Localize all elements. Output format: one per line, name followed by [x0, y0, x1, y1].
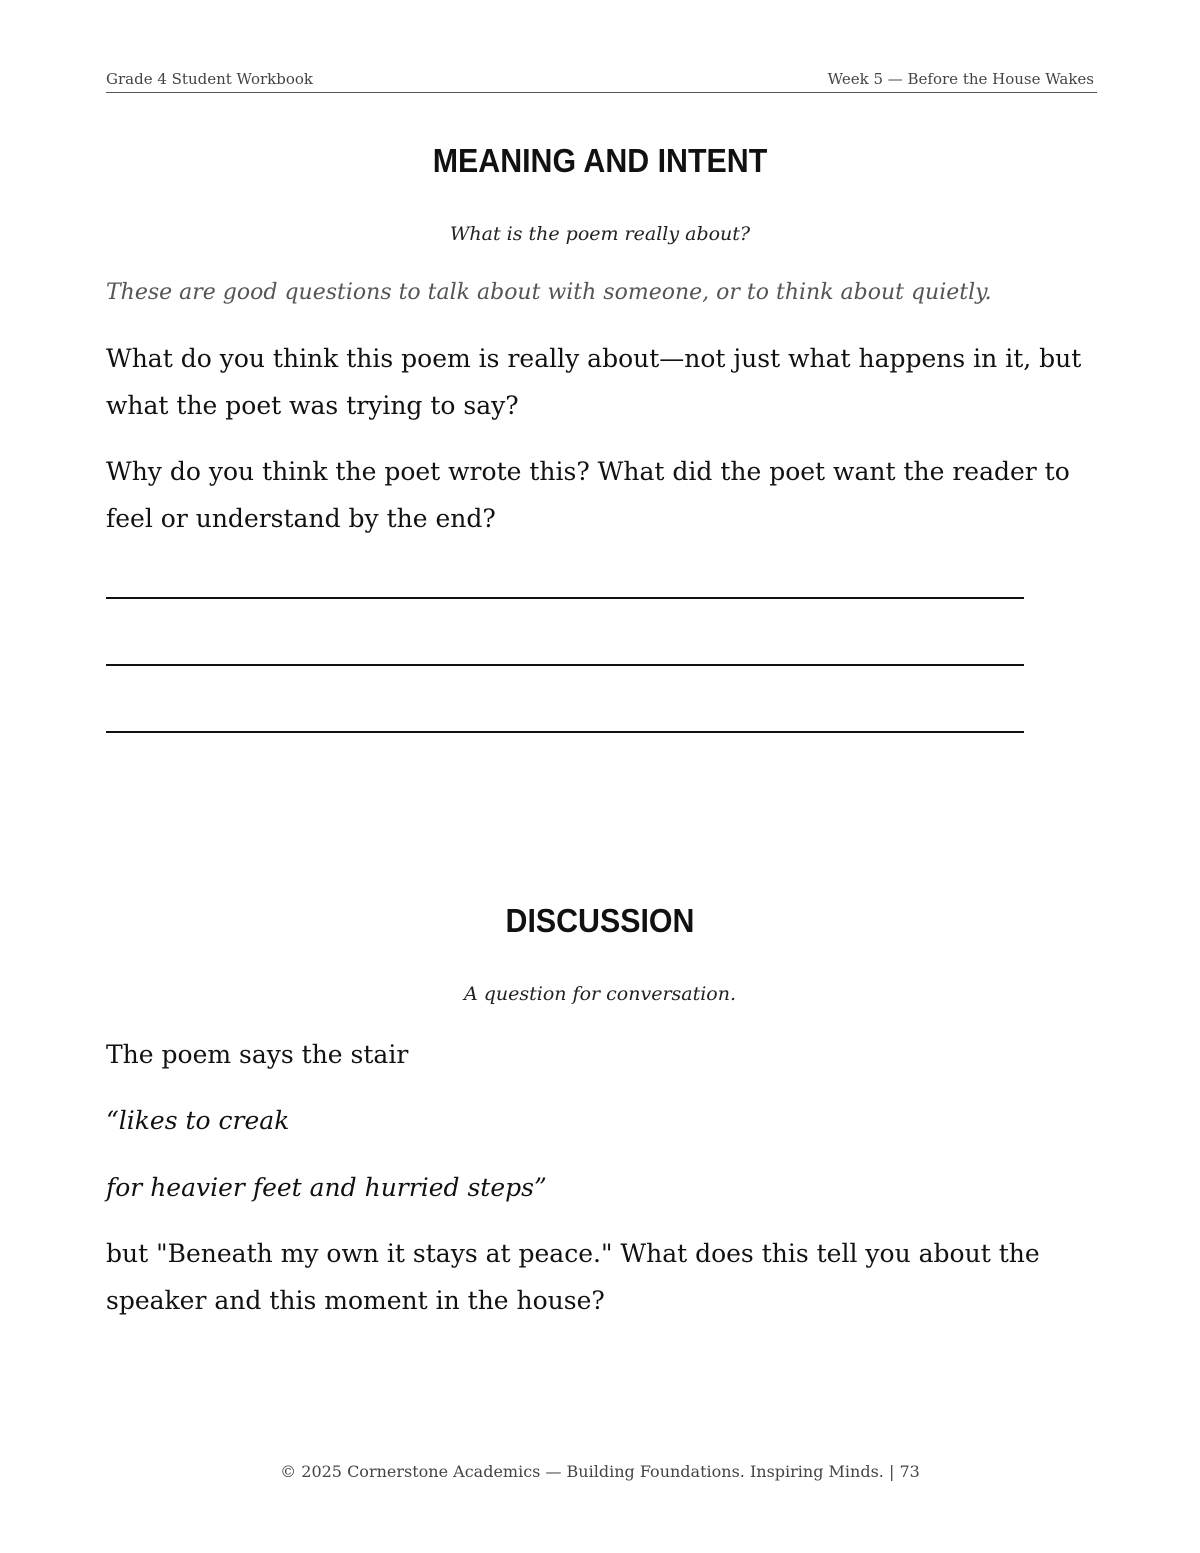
meaning-note: These are good questions to talk about with someone, or to think about quietly.: [106, 280, 992, 305]
meaning-section-title: MEANING AND INTENT: [432, 142, 768, 179]
discussion-subtitle: A question for conversation.: [463, 983, 737, 1005]
header-workbook-title: Grade 4 Student Workbook: [106, 70, 313, 88]
discussion-question: but "Beneath my own it stays at peace." What does this tell you about the speaker and this moment in the house?: [106, 1239, 1040, 1315]
discussion-section-title: DISCUSSION: [505, 902, 695, 939]
page-footer: © 2025 Cornerstone Academics — Building Foundations. Inspiring Minds. | 73: [280, 1462, 920, 1481]
meaning-question-2: Why do you think the poet wrote this? What did the poet want the reader to feel or understand by the end?: [106, 457, 1070, 533]
answer-line-1[interactable]: [106, 597, 1024, 599]
page-header: [106, 70, 1097, 93]
answer-line-2[interactable]: [106, 664, 1024, 666]
discussion-quote-line-1: “likes to creak: [106, 1106, 290, 1135]
discussion-intro: The poem says the stair: [106, 1040, 409, 1069]
meaning-question-1: What do you think this poem is really about—not just what happens in it, but what the poet was trying to say?: [106, 344, 1082, 420]
header-week-title: Week 5 — Before the House Wakes: [827, 70, 1094, 88]
meaning-subtitle: What is the poem really about?: [449, 223, 751, 245]
answer-line-3[interactable]: [106, 731, 1024, 733]
discussion-quote-line-2: for heavier feet and hurried steps”: [106, 1173, 547, 1202]
